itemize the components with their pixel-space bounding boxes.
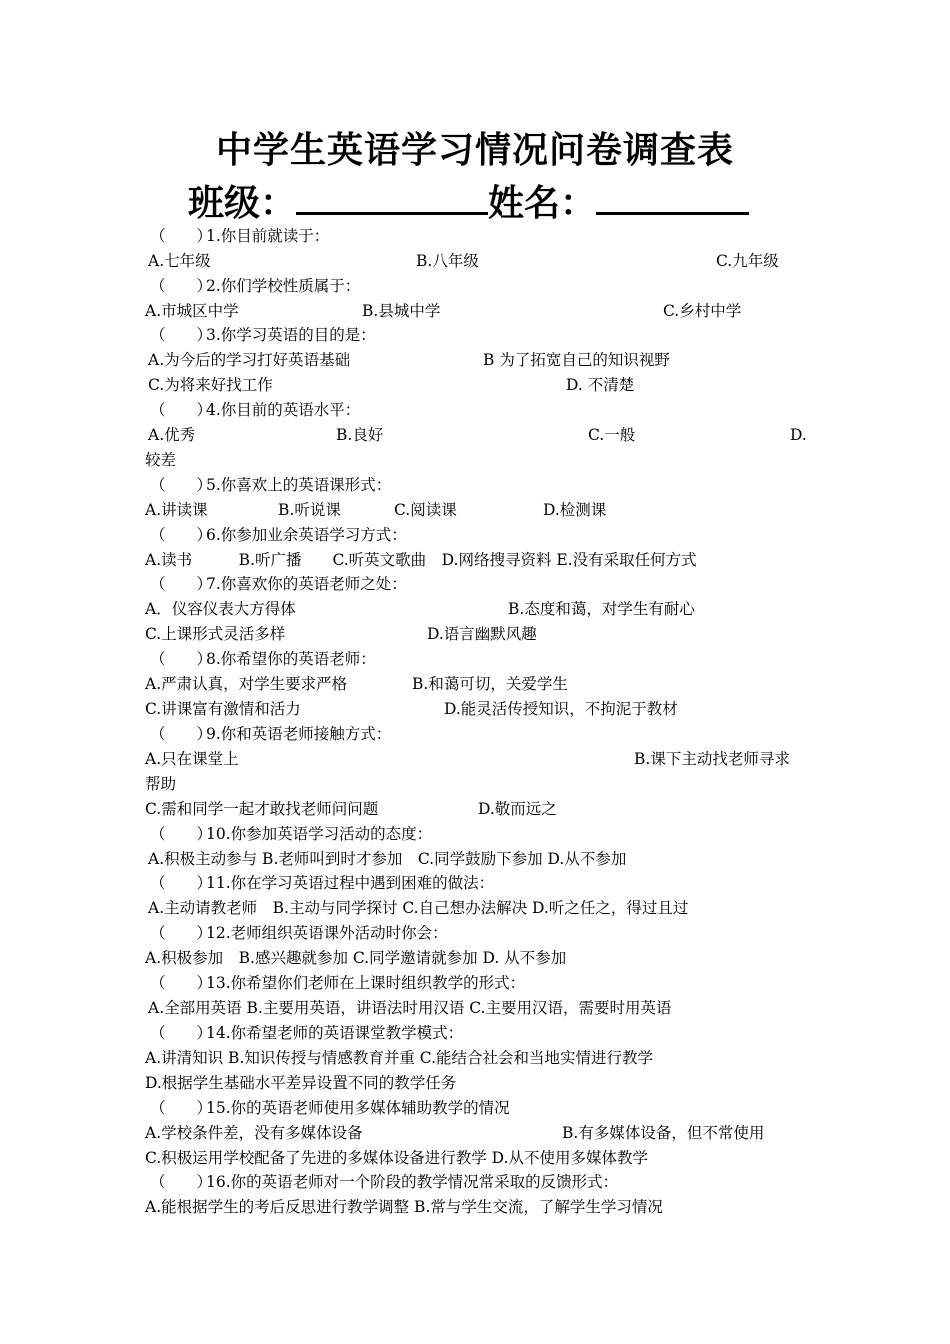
options-9b bbox=[0, 797, 950, 822]
student-info-line bbox=[188, 176, 749, 224]
option-a: A.七年级 bbox=[148, 252, 211, 270]
options-6: A.读书 B.听广播 C.听英文歌曲 D.网络搜寻资料 E.没有采取任何方式 bbox=[145, 551, 697, 569]
page-title: 中学生英语学习情况问卷调查表 bbox=[215, 129, 734, 171]
options-8b bbox=[0, 697, 950, 722]
option-d: D.能灵活传授知识，不拘泥于教材 bbox=[444, 700, 678, 718]
options-1 bbox=[0, 249, 950, 274]
option-b: B.听说课 bbox=[278, 501, 341, 519]
option-b: B.县城中学 bbox=[362, 302, 441, 320]
answer-blank[interactable]: （ ） bbox=[150, 575, 213, 593]
answer-blank[interactable]: （ ） bbox=[150, 227, 213, 245]
answer-blank[interactable]: （ ） bbox=[150, 825, 213, 843]
option-c: C.阅读课 bbox=[394, 501, 457, 519]
options-3a bbox=[0, 348, 950, 373]
answer-blank[interactable]: （ ） bbox=[150, 401, 213, 419]
question-10 bbox=[150, 822, 432, 847]
class-label: 班级： bbox=[188, 182, 297, 224]
class-blank[interactable] bbox=[296, 176, 488, 215]
option-b: B.良好 bbox=[336, 426, 384, 444]
option-b: B 为了拓宽自己的知识视野 bbox=[483, 351, 670, 369]
answer-blank[interactable]: （ ） bbox=[150, 277, 213, 295]
options-3b bbox=[0, 373, 950, 398]
option-c: C.为将来好找工作 bbox=[148, 376, 273, 394]
question-text: 10.你参加英语学习活动的态度： bbox=[206, 825, 433, 843]
answer-blank[interactable]: （ ） bbox=[150, 924, 213, 942]
question-3 bbox=[150, 323, 376, 348]
question-text: 5.你喜欢上的英语课形式： bbox=[206, 476, 392, 494]
options-11: A.主动请教老师 B.主动与同学探讨 C.自己想办法解决 D.听之任之，得过且过 bbox=[148, 899, 689, 917]
option-a: A.只在课堂上 bbox=[145, 750, 239, 768]
question-16 bbox=[150, 1170, 618, 1195]
answer-blank[interactable]: （ ） bbox=[150, 974, 213, 992]
question-text: 9.你和英语老师接触方式： bbox=[206, 725, 392, 743]
options-9a bbox=[0, 747, 950, 772]
option-b: B.态度和蔼，对学生有耐心 bbox=[508, 600, 695, 618]
question-text: 4.你目前的英语水平： bbox=[206, 401, 361, 419]
question-13 bbox=[150, 971, 525, 996]
options-13: A.全部用英语 B.主要用英语，讲语法时用汉语 C.主要用汉语，需要时用英语 bbox=[148, 999, 672, 1017]
answer-blank[interactable]: （ ） bbox=[150, 1173, 213, 1191]
question-15 bbox=[150, 1096, 510, 1121]
question-text: 6.你参加业余英语学习方式： bbox=[206, 526, 407, 544]
option-b: B.课下主动找老师寻求 bbox=[634, 750, 790, 768]
answer-blank[interactable]: （ ） bbox=[150, 874, 213, 892]
options-15b: C.积极运用学校配备了先进的多媒体设备进行教学 D.从不使用多媒体教学 bbox=[145, 1149, 648, 1167]
answer-blank[interactable]: （ ） bbox=[150, 1099, 213, 1117]
options-4 bbox=[0, 423, 950, 448]
option-d: D. 不清楚 bbox=[566, 376, 635, 394]
option-a: A.讲读课 bbox=[145, 501, 208, 519]
answer-blank[interactable]: （ ） bbox=[150, 526, 213, 544]
option-b: B.和蔼可切，关爱学生 bbox=[412, 675, 568, 693]
option-a: A.严肃认真，对学生要求严格 bbox=[145, 675, 348, 693]
question-14 bbox=[150, 1021, 463, 1046]
option-b: B.八年级 bbox=[416, 252, 479, 270]
question-1 bbox=[150, 224, 329, 249]
option-a: A.市城区中学 bbox=[145, 302, 239, 320]
question-11 bbox=[150, 871, 494, 896]
name-label: 姓名： bbox=[488, 182, 597, 224]
question-4 bbox=[150, 398, 360, 423]
option-c: C.九年级 bbox=[716, 252, 779, 270]
question-2 bbox=[150, 274, 360, 299]
options-14a: A.讲清知识 B.知识传授与情感教育并重 C.能结合社会和当地实情进行教学 bbox=[145, 1049, 654, 1067]
question-text: 13.你希望你们老师在上课时组织教学的形式： bbox=[206, 974, 526, 992]
option-a: A．仪容仪表大方得体 bbox=[145, 600, 296, 618]
options-15a bbox=[0, 1121, 950, 1146]
option-d: D.语言幽默风趣 bbox=[427, 625, 537, 643]
options-14b: D.根据学生基础水平差异设置不同的教学任务 bbox=[145, 1074, 457, 1092]
option-a: A.为今后的学习打好英语基础 bbox=[148, 351, 351, 369]
question-text: 11.你在学习英语过程中遇到困难的做法： bbox=[206, 874, 495, 892]
question-text: 8.你希望你的英语老师： bbox=[206, 650, 376, 668]
question-6 bbox=[150, 523, 407, 548]
option-c: C.乡村中学 bbox=[663, 302, 742, 320]
options-16: A.能根据学生的考后反思进行教学调整 B.常与学生交流，了解学生学习情况 bbox=[145, 1198, 663, 1216]
option-c: C.上课形式灵活多样 bbox=[145, 625, 286, 643]
option-d: D.检测课 bbox=[543, 501, 607, 519]
option-a: A.优秀 bbox=[148, 426, 196, 444]
question-text: 7.你喜欢你的英语老师之处： bbox=[206, 575, 407, 593]
question-text: 1.你目前就读于： bbox=[206, 227, 330, 245]
answer-blank[interactable]: （ ） bbox=[150, 725, 213, 743]
answer-blank[interactable]: （ ） bbox=[150, 326, 213, 344]
options-7a bbox=[0, 597, 950, 622]
options-7b bbox=[0, 622, 950, 647]
question-text: 15.你的英语老师使用多媒体辅助教学的情况 bbox=[206, 1099, 510, 1117]
question-12 bbox=[150, 921, 448, 946]
option-c: C.需和同学一起才敢找老师问问题 bbox=[145, 800, 379, 818]
option-a: A.学校条件差，没有多媒体设备 bbox=[145, 1124, 363, 1142]
answer-blank[interactable]: （ ） bbox=[150, 476, 213, 494]
question-text: 3.你学习英语的目的是： bbox=[206, 326, 376, 344]
question-text: 2.你们学校性质属于： bbox=[206, 277, 361, 295]
question-text: 16.你的英语老师对一个阶段的教学情况常采取的反馈形式： bbox=[206, 1173, 619, 1191]
name-blank[interactable] bbox=[596, 176, 749, 215]
options-4-wrap: 较差 bbox=[145, 451, 177, 469]
answer-blank[interactable]: （ ） bbox=[150, 1024, 213, 1042]
option-c: C.一般 bbox=[588, 426, 636, 444]
question-9 bbox=[150, 722, 391, 747]
answer-blank[interactable]: （ ） bbox=[150, 650, 213, 668]
option-d: D. bbox=[790, 426, 807, 444]
options-2 bbox=[0, 299, 950, 324]
question-7 bbox=[150, 572, 407, 597]
options-9-wrap: 帮助 bbox=[145, 775, 177, 793]
question-text: 12.老师组织英语课外活动时你会： bbox=[206, 924, 448, 942]
question-8 bbox=[150, 647, 376, 672]
options-10: A.积极主动参与 B.老师叫到时才参加 C.同学鼓励下参加 D.从不参加 bbox=[148, 850, 627, 868]
question-text: 14.你希望老师的英语课堂教学模式： bbox=[206, 1024, 464, 1042]
option-d: D.敬而远之 bbox=[478, 800, 557, 818]
option-b: B.有多媒体设备，但不常使用 bbox=[562, 1124, 765, 1142]
options-5 bbox=[0, 498, 950, 523]
options-8a bbox=[0, 672, 950, 697]
question-5 bbox=[150, 473, 391, 498]
options-12: A.积极参加 B.感兴趣就参加 C.同学邀请就参加 D. 从不参加 bbox=[145, 949, 567, 967]
option-c: C.讲课富有激情和活力 bbox=[145, 700, 301, 718]
